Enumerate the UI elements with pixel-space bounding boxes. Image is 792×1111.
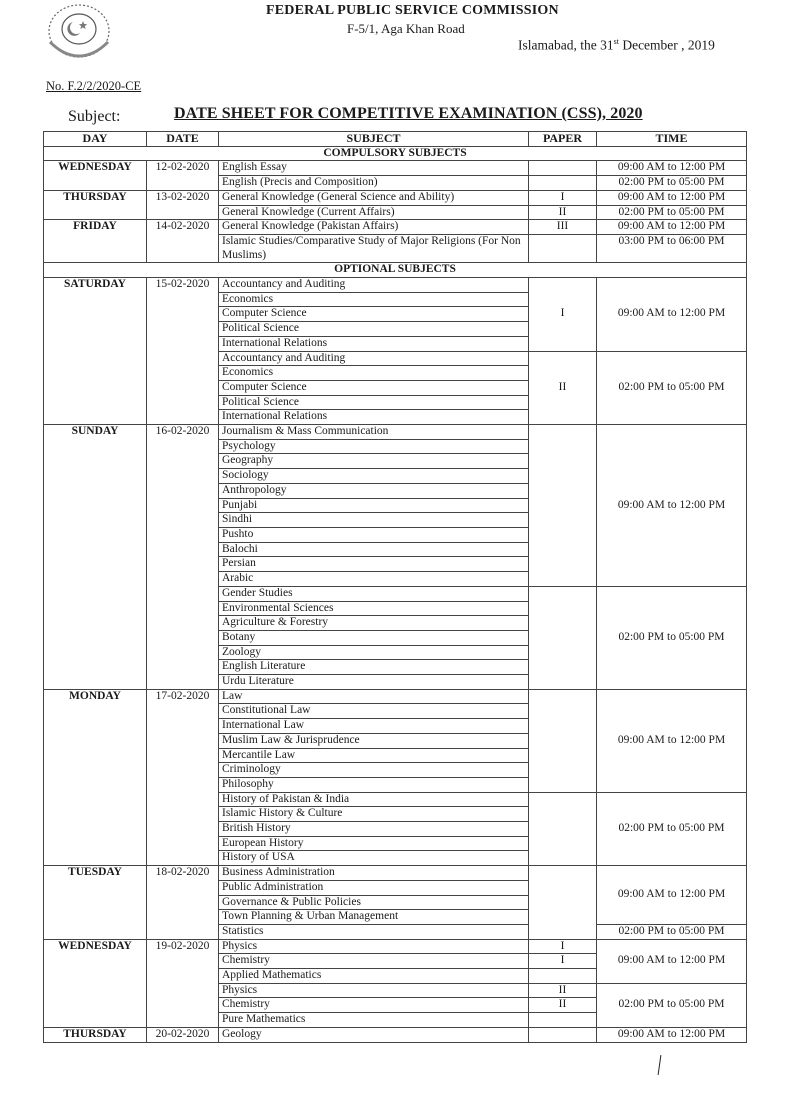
paper-cell: II	[529, 998, 597, 1013]
subject-cell: Chemistry	[219, 998, 529, 1013]
date-cell: 17-02-2020	[147, 689, 219, 865]
subject-cell: Muslim Law & Jurisprudence	[219, 733, 529, 748]
table-row	[44, 939, 747, 954]
time-cell: 09:00 AM to 12:00 PM	[597, 190, 747, 205]
subject-cell: General Knowledge (General Science and Ability)	[219, 190, 529, 205]
subject-cell: General Knowledge (Pakistan Affairs)	[219, 220, 529, 235]
subject-cell: International Relations	[219, 410, 529, 425]
date-cell: 12-02-2020	[147, 161, 219, 190]
date-sheet-table	[43, 131, 747, 1043]
day-cell: WEDNESDAY	[44, 939, 147, 1027]
subject-cell: Computer Science	[219, 307, 529, 322]
table-row	[44, 866, 747, 881]
subject-cell: Anthropology	[219, 483, 529, 498]
date-cell: 14-02-2020	[147, 220, 219, 263]
subject-cell: Computer Science	[219, 380, 529, 395]
date-cell: 16-02-2020	[147, 425, 219, 690]
organization-name: FEDERAL PUBLIC SERVICE COMMISSION	[266, 3, 559, 18]
date-cell: 15-02-2020	[147, 278, 219, 425]
subject-cell: Constitutional Law	[219, 704, 529, 719]
subject-cell: European History	[219, 836, 529, 851]
subject-cell: Town Planning & Urban Management	[219, 910, 529, 925]
subject-cell: General Knowledge (Current Affairs)	[219, 205, 529, 220]
paper-cell: I	[529, 954, 597, 969]
table-row	[44, 220, 747, 235]
subject-cell: Islamic Studies/Comparative Study of Major Religions (For Non Muslims)	[219, 234, 529, 262]
subject-cell: Punjabi	[219, 498, 529, 513]
subject-cell: Geography	[219, 454, 529, 469]
column-header: PAPER	[529, 132, 597, 147]
organization-address: F-5/1, Aga Khan Road	[347, 21, 465, 36]
column-header: TIME	[597, 132, 747, 147]
subject-cell: Philosophy	[219, 777, 529, 792]
table-row	[44, 190, 747, 205]
subject-cell: Pure Mathematics	[219, 1013, 529, 1028]
day-cell: FRIDAY	[44, 220, 147, 263]
time-cell: 02:00 PM to 05:00 PM	[597, 586, 747, 689]
day-cell: THURSDAY	[44, 190, 147, 219]
day-cell: THURSDAY	[44, 1027, 147, 1042]
table-header-row	[44, 132, 747, 147]
table-row	[44, 425, 747, 440]
subject-cell: Physics	[219, 983, 529, 998]
subject-cell: Physics	[219, 939, 529, 954]
time-cell: 09:00 AM to 12:00 PM	[597, 425, 747, 587]
subject-cell: Journalism & Mass Communication	[219, 425, 529, 440]
subject-cell: International Law	[219, 719, 529, 734]
paper-cell: III	[529, 220, 597, 235]
subject-cell: Applied Mathematics	[219, 969, 529, 984]
time-cell: 03:00 PM to 06:00 PM	[597, 234, 747, 262]
subject-cell: Political Science	[219, 322, 529, 337]
paper-cell	[529, 161, 597, 176]
section-heading: COMPULSORY SUBJECTS	[44, 146, 747, 161]
paper-cell: I	[529, 190, 597, 205]
pen-mark	[658, 1055, 662, 1075]
paper-cell	[529, 792, 597, 866]
paper-cell	[529, 969, 597, 984]
subject-cell: Arabic	[219, 572, 529, 587]
subject-cell: Urdu Literature	[219, 675, 529, 690]
subject-cell: Economics	[219, 366, 529, 381]
time-cell: 02:00 PM to 05:00 PM	[597, 792, 747, 866]
subject-title: DATE SHEET FOR COMPETITIVE EXAMINATION (CSS), 2020	[174, 105, 643, 122]
subject-cell: Agriculture & Forestry	[219, 616, 529, 631]
table-row	[44, 278, 747, 293]
subject-cell: Business Administration	[219, 866, 529, 881]
subject-cell: Environmental Sciences	[219, 601, 529, 616]
time-cell: 09:00 AM to 12:00 PM	[597, 278, 747, 352]
subject-cell: Psychology	[219, 439, 529, 454]
table-row	[44, 161, 747, 176]
subject-cell: History of USA	[219, 851, 529, 866]
paper-cell: I	[529, 939, 597, 954]
subject-cell: Criminology	[219, 763, 529, 778]
subject-cell: Mercantile Law	[219, 748, 529, 763]
subject-cell: History of Pakistan & India	[219, 792, 529, 807]
time-cell: 02:00 PM to 05:00 PM	[597, 983, 747, 1027]
paper-cell	[529, 689, 597, 792]
time-cell: 09:00 AM to 12:00 PM	[597, 939, 747, 983]
subject-cell: British History	[219, 822, 529, 837]
table-row	[44, 1027, 747, 1042]
date-cell: 19-02-2020	[147, 939, 219, 1027]
fpsc-emblem-icon	[40, 2, 118, 60]
reference-number: No. F.2/2/2020-CE	[46, 79, 142, 93]
paper-cell: II	[529, 983, 597, 998]
paper-cell	[529, 425, 597, 587]
subject-cell: Political Science	[219, 395, 529, 410]
subject-cell: Botany	[219, 630, 529, 645]
time-cell: 02:00 PM to 05:00 PM	[597, 351, 747, 425]
time-cell: 09:00 AM to 12:00 PM	[597, 220, 747, 235]
paper-cell	[529, 1013, 597, 1028]
subject-cell: English Essay	[219, 161, 529, 176]
date-cell: 13-02-2020	[147, 190, 219, 219]
column-header: SUBJECT	[219, 132, 529, 147]
section-heading: OPTIONAL SUBJECTS	[44, 263, 747, 278]
subject-cell: English Literature	[219, 660, 529, 675]
paper-cell	[529, 586, 597, 689]
subject-cell: Economics	[219, 292, 529, 307]
paper-cell	[529, 1027, 597, 1042]
subject-cell: Balochi	[219, 542, 529, 557]
subject-cell: English (Precis and Composition)	[219, 176, 529, 191]
subject-cell: Statistics	[219, 924, 529, 939]
time-cell: 09:00 AM to 12:00 PM	[597, 866, 747, 925]
day-cell: MONDAY	[44, 689, 147, 865]
subject-label: Subject:	[68, 108, 121, 125]
subject-cell: Persian	[219, 557, 529, 572]
subject-cell: Islamic History & Culture	[219, 807, 529, 822]
time-cell: 09:00 AM to 12:00 PM	[597, 1027, 747, 1042]
time-cell: 02:00 PM to 05:00 PM	[597, 176, 747, 191]
time-cell: 09:00 AM to 12:00 PM	[597, 161, 747, 176]
subject-cell: Public Administration	[219, 880, 529, 895]
subject-cell: Governance & Public Policies	[219, 895, 529, 910]
subject-cell: International Relations	[219, 336, 529, 351]
date-cell: 20-02-2020	[147, 1027, 219, 1042]
subject-cell: Chemistry	[219, 954, 529, 969]
time-cell: 02:00 PM to 05:00 PM	[597, 205, 747, 220]
subject-cell: Sociology	[219, 469, 529, 484]
time-cell: 09:00 AM to 12:00 PM	[597, 689, 747, 792]
subject-cell: Pushto	[219, 527, 529, 542]
day-cell: TUESDAY	[44, 866, 147, 940]
subject-cell: Gender Studies	[219, 586, 529, 601]
column-header: DATE	[147, 132, 219, 147]
day-cell: SUNDAY	[44, 425, 147, 690]
table-row	[44, 689, 747, 704]
day-cell: WEDNESDAY	[44, 161, 147, 190]
time-cell: 02:00 PM to 05:00 PM	[597, 924, 747, 939]
subject-cell: Accountancy and Auditing	[219, 278, 529, 293]
paper-cell: II	[529, 205, 597, 220]
subject-cell: Geology	[219, 1027, 529, 1042]
subject-cell: Law	[219, 689, 529, 704]
day-cell: SATURDAY	[44, 278, 147, 425]
paper-cell: I	[529, 278, 597, 352]
paper-cell	[529, 234, 597, 262]
date-cell: 18-02-2020	[147, 866, 219, 940]
paper-cell	[529, 866, 597, 940]
issue-date: Islamabad, the 31st December , 2019	[518, 37, 715, 53]
subject-cell: Zoology	[219, 645, 529, 660]
column-header: DAY	[44, 132, 147, 147]
paper-cell: II	[529, 351, 597, 425]
subject-cell: Sindhi	[219, 513, 529, 528]
subject-cell: Accountancy and Auditing	[219, 351, 529, 366]
paper-cell	[529, 176, 597, 191]
